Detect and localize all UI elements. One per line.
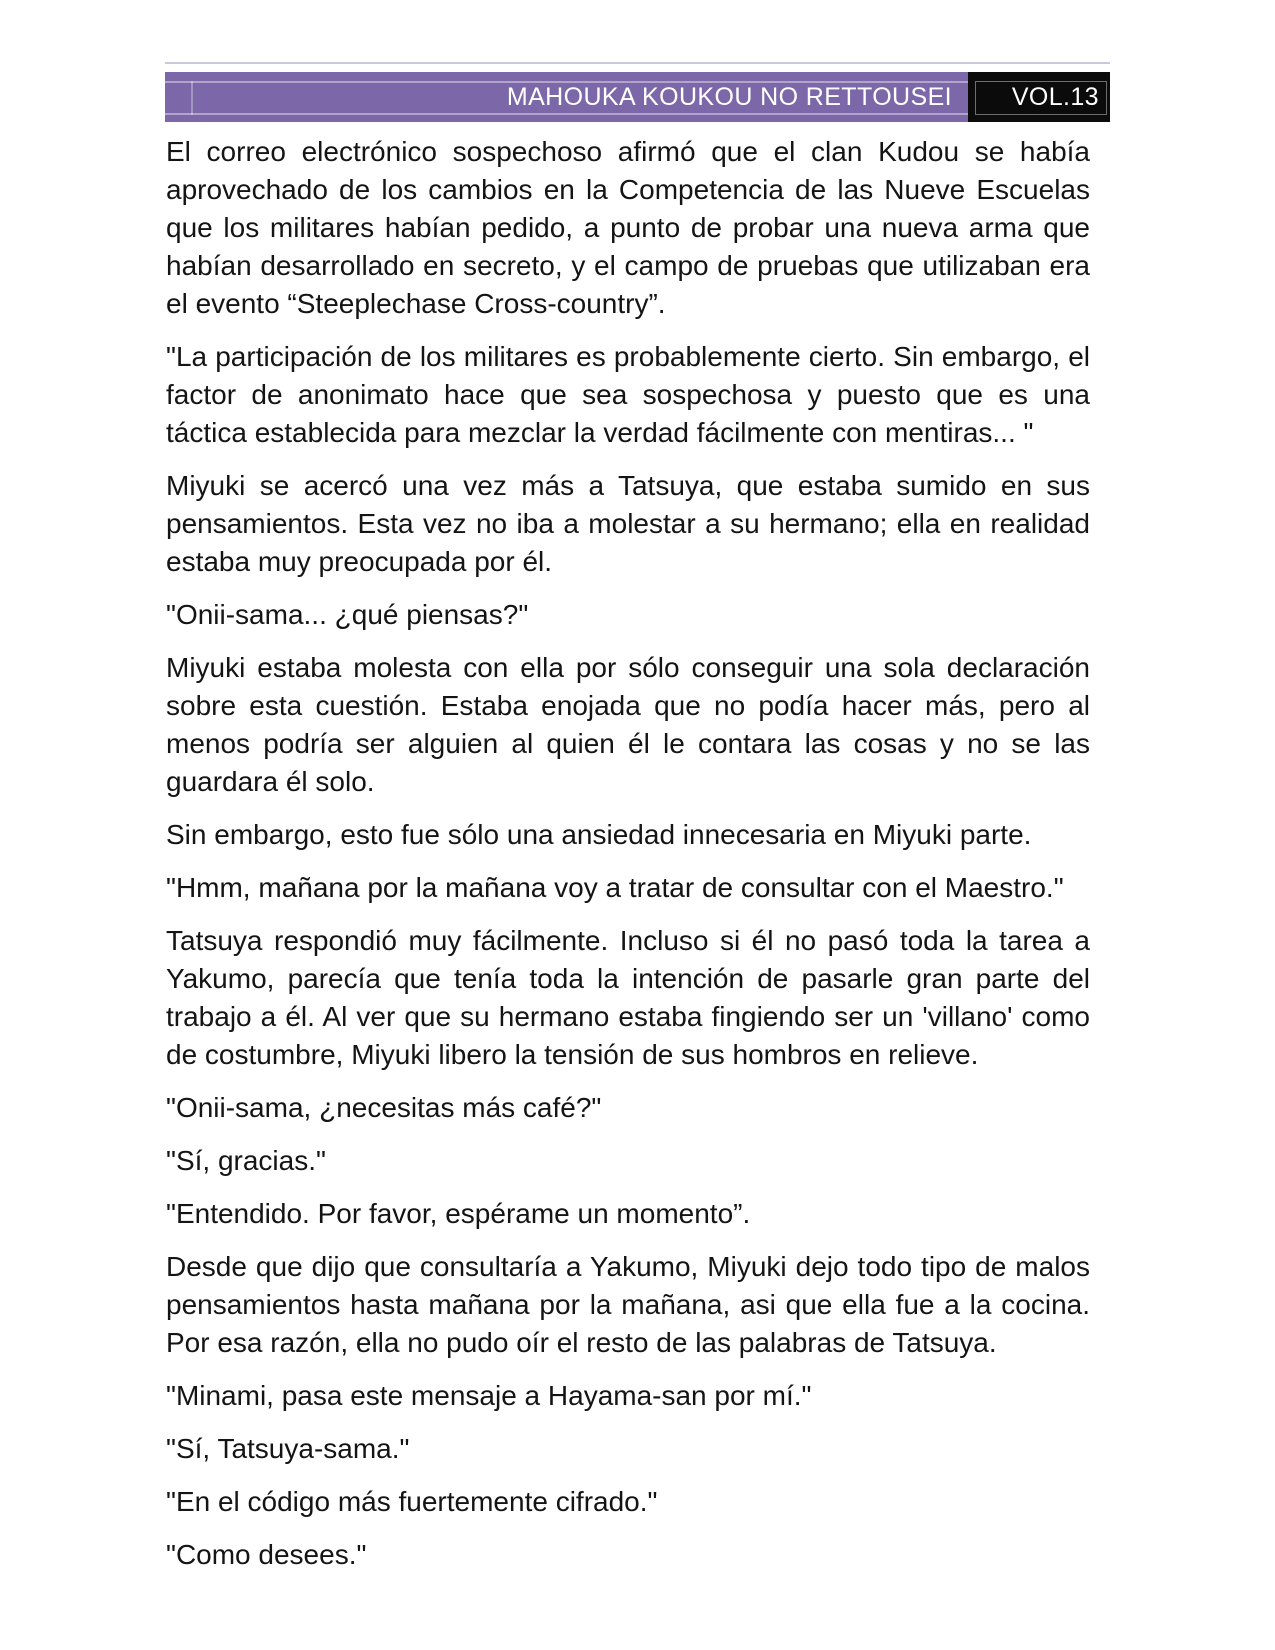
header-bar (165, 72, 1110, 122)
header-top-rule (165, 62, 1110, 64)
paragraph: Miyuki estaba molesta con ella por sólo conseguir una sola declaración sobre esta cuestión. Estaba enojada que no podía hacer más, pero al menos podría ser alguien al quien él le contara las cosas y no se las guardara él solo. (166, 652, 1090, 797)
paragraph: "Como desees." (166, 1539, 367, 1570)
paragraph: "Sí, gracias." (166, 1145, 326, 1176)
header-title: MAHOUKA KOUKOU NO RETTOUSEI (506, 82, 952, 111)
paragraph: Sin embargo, esto fue sólo una ansiedad innecesaria en Miyuki parte. (166, 819, 1032, 850)
header-cell-border (191, 81, 193, 115)
paragraph: Miyuki se acercó una vez más a Tatsuya, que estaba sumido en sus pensamientos. Esta vez no iba a molestar a su hermano; ella en realidad estaba muy preocupada por él. (166, 470, 1090, 577)
volume-label: VOL.13 (1011, 82, 1099, 111)
paragraph: El correo electrónico sospechoso afirmó que el clan Kudou se había aprovechado de los cambios en la Competencia de las Nueve Escuelas que los militares habían pedido, a punto de probar una nueva arma que habían desarrollado en secreto, y el campo de pruebas que utilizaban era el evento “Steeplechase Cross-country”. (166, 136, 1090, 319)
header-title-cell (165, 72, 968, 122)
paragraph: "Onii-sama, ¿necesitas más café?" (166, 1092, 602, 1123)
paragraph: "La participación de los militares es probablemente cierto. Sin embargo, el factor de anonimato hace que sea sospechosa y puesto que es una táctica establecida para mezclar la verdad fácilmente con mentiras... " (166, 341, 1090, 448)
paragraph: "Minami, pasa este mensaje a Hayama-san por mí." (166, 1380, 812, 1411)
paragraph: "Onii-sama... ¿qué piensas?" (166, 599, 529, 630)
volume-badge (968, 72, 1110, 122)
document-body (166, 133, 1090, 1589)
paragraph: "En el código más fuertemente cifrado." (166, 1486, 658, 1517)
paragraph: "Sí, Tatsuya-sama." (166, 1433, 410, 1464)
paragraph: Desde que dijo que consultaría a Yakumo, Miyuki dejo todo tipo de malos pensamientos hasta mañana por la mañana, asi que ella fue a la cocina. Por esa razón, ella no pudo oír el resto de las palabras de Tatsuya. (166, 1251, 1090, 1358)
paragraph: "Entendido. Por favor, espérame un momento”. (166, 1198, 751, 1229)
paragraph: "Hmm, mañana por la mañana voy a tratar de consultar con el Maestro." (166, 872, 1064, 903)
paragraph: Tatsuya respondió muy fácilmente. Incluso si él no pasó toda la tarea a Yakumo, parecía que tenía toda la intención de pasarle gran parte del trabajo a él. Al ver que su hermano estaba fingiendo ser un 'villano' como de costumbre, Miyuki libero la tensión de sus hombros en relieve. (166, 925, 1090, 1070)
